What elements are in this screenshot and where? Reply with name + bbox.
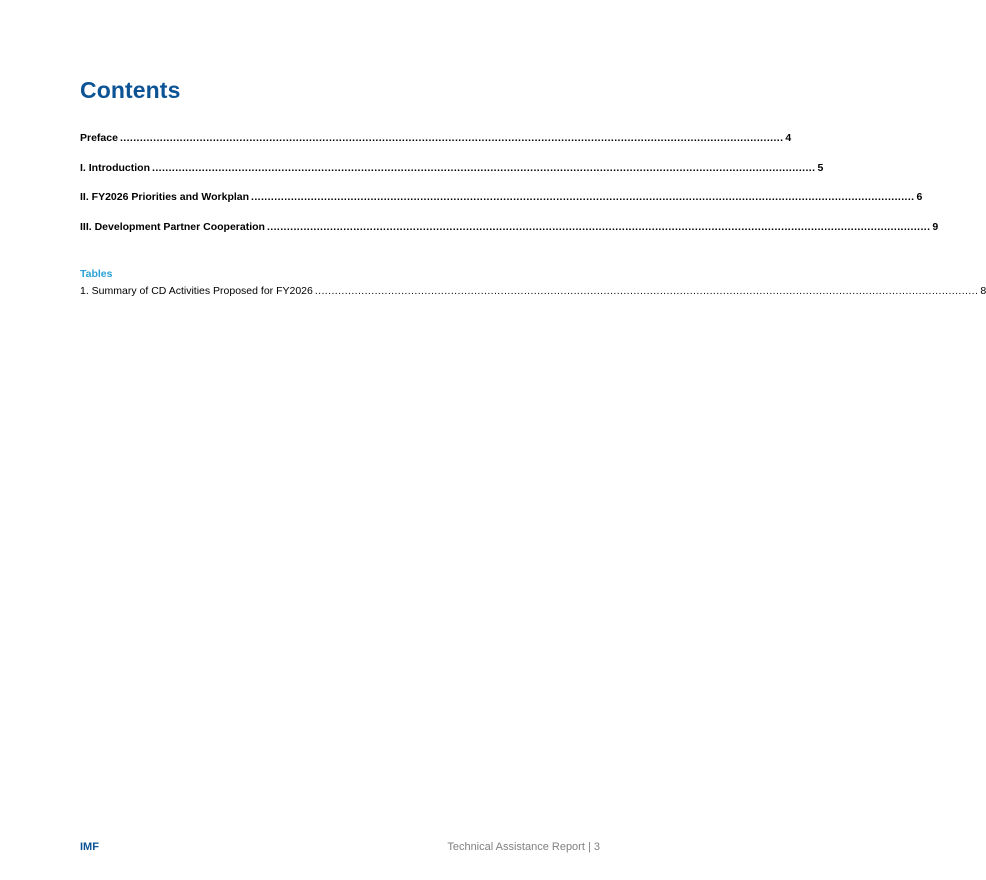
toc-entry-partner-cooperation[interactable] — [80, 220, 939, 237]
tables-entry-page: 8 — [980, 285, 986, 297]
tables-entry-label: 1. Summary of CD Activities Proposed for FY2026 — [80, 285, 313, 297]
list-of-tables — [80, 285, 986, 300]
toc-entry-page: 9 — [932, 220, 939, 233]
toc-leader-dots: ........................................................................................................................................................................................................ — [266, 220, 931, 233]
toc-entry-introduction[interactable] — [80, 161, 824, 178]
toc-entry-label: II. FY2026 Priorities and Workplan — [80, 191, 250, 203]
toc-leader-dots: ........................................................................................................................................................................................................ — [152, 161, 816, 174]
toc-entry-page: 6 — [916, 191, 923, 203]
tables-heading: Tables — [80, 268, 113, 280]
toc-entry-priorities-workplan[interactable] — [80, 191, 923, 207]
toc-entry-preface[interactable] — [80, 132, 792, 148]
tables-entry-summary-cd-activities[interactable] — [80, 285, 986, 300]
toc-leader-dots: ........................................................................................................................................................................................................ — [314, 285, 979, 297]
toc-entry-page: 5 — [817, 161, 824, 174]
page-title: Contents — [80, 77, 181, 103]
toc-entry-label: III. Development Partner Cooperation — [80, 220, 265, 233]
toc-entry-label: I. Introduction — [80, 161, 150, 174]
toc-entry-label: Preface — [80, 132, 118, 144]
footer-page-label: Technical Assistance Report | 3 — [447, 841, 600, 853]
footer-imf-logo-text: IMF — [80, 841, 99, 853]
toc-leader-dots: ........................................................................................................................................................................................................ — [251, 191, 915, 203]
toc-entry-page: 4 — [785, 132, 792, 144]
toc-leader-dots: ........................................................................................................................................................................................................ — [119, 132, 784, 144]
table-of-contents — [80, 132, 939, 250]
